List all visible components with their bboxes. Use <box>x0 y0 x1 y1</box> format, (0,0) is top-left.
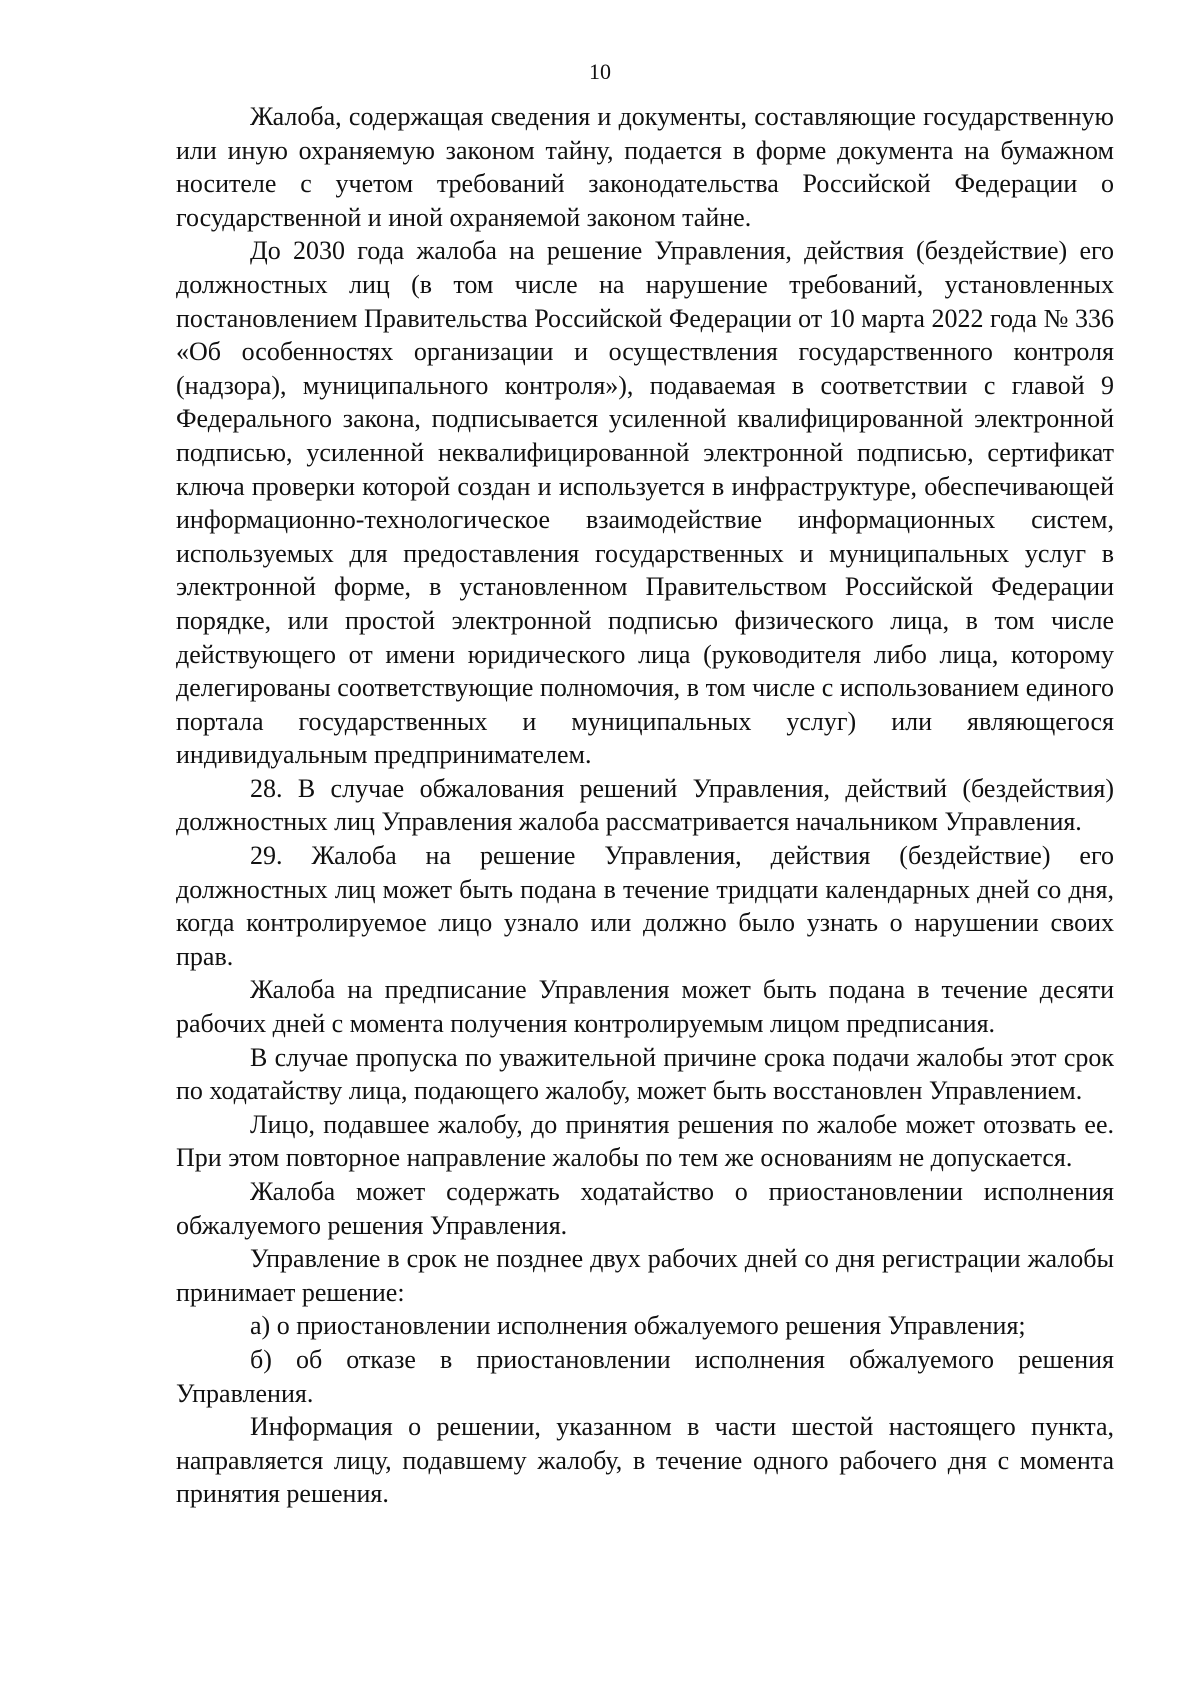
paragraph: 29. Жалоба на решение Управления, действия (бездействие) его должностных лиц может быть подана в течение тридцати календарных дней со дня, когда контролируемое лицо узнало или должно было узнать о нарушении своих прав. <box>176 841 1114 971</box>
paragraph: Жалоба, содержащая сведения и документы, составляющие государственную или иную охраняемую законом тайну, подается в форме документа на бумажном носителе с учетом требований законодательства Российской Федерации о государственной и иной охраняемой законом тайне. <box>176 102 1114 232</box>
page-number: 10 <box>589 59 611 84</box>
paragraph: До 2030 года жалоба на решение Управления, действия (бездействие) его должностных лиц (в том числе на нарушение требований, установленных постановлением Правительства Российской Федерации от 10 марта 2022 года № 336 «Об особенностях организации и осуществления государственного контроля (надзора), муниципального контроля»), подаваемая в соответствии с главой 9 Федерального закона, подписывается усиленной квалифицированной электронной подписью, усиленной неквалифицированной электронной подписью, сертификат ключа проверки которой создан и используется в инфраструктуре, обеспечивающей информационно-технологическое взаимодействие информационных систем, используемых для предоставления государственных и муниципальных услуг в электронной форме, в установленном Правительством Российской Федерации порядке, или простой электронной подписью физического лица, в том числе действующего от имени юридического лица (руководителя либо лица, которому делегированы соответствующие полномочия, в том числе с использованием единого портала государственных и муниципальных услуг) или являющегося индивидуальным предпринимателем. <box>176 236 1114 770</box>
list-item: а) о приостановлении исполнения обжалуемого решения Управления; <box>250 1311 1026 1341</box>
paragraph: Жалоба на предписание Управления может быть подана в течение десяти рабочих дней с момента получения контролируемым лицом предписания. <box>176 975 1114 1039</box>
paragraph: Управление в срок не позднее двух рабочих дней со дня регистрации жалобы принимает решение: <box>176 1244 1114 1307</box>
document-body <box>176 100 1114 1511</box>
paragraph: Информация о решении, указанном в части шестой настоящего пункта, направляется лицу, подавшему жалобу, в течение одного рабочего дня с момента принятия решения. <box>176 1412 1114 1509</box>
paragraph: 28. В случае обжалования решений Управления, действий (бездействия) должностных лиц Управления жалоба рассматривается начальником Управления. <box>176 773 1114 837</box>
paragraph: Жалоба может содержать ходатайство о приостановлении исполнения обжалуемого решения Управления. <box>176 1177 1114 1240</box>
paragraph: Лицо, подавшее жалобу, до принятия решения по жалобе может отозвать ее. При этом повторное направление жалобы по тем же основаниям не допускается. <box>176 1109 1114 1173</box>
paragraph: В случае пропуска по уважительной причине срока подачи жалобы этот срок по ходатайству лица, подающего жалобу, может быть восстановлен Управлением. <box>176 1042 1114 1106</box>
list-item: б) об отказе в приостановлении исполнения обжалуемого решения Управления. <box>176 1344 1114 1408</box>
